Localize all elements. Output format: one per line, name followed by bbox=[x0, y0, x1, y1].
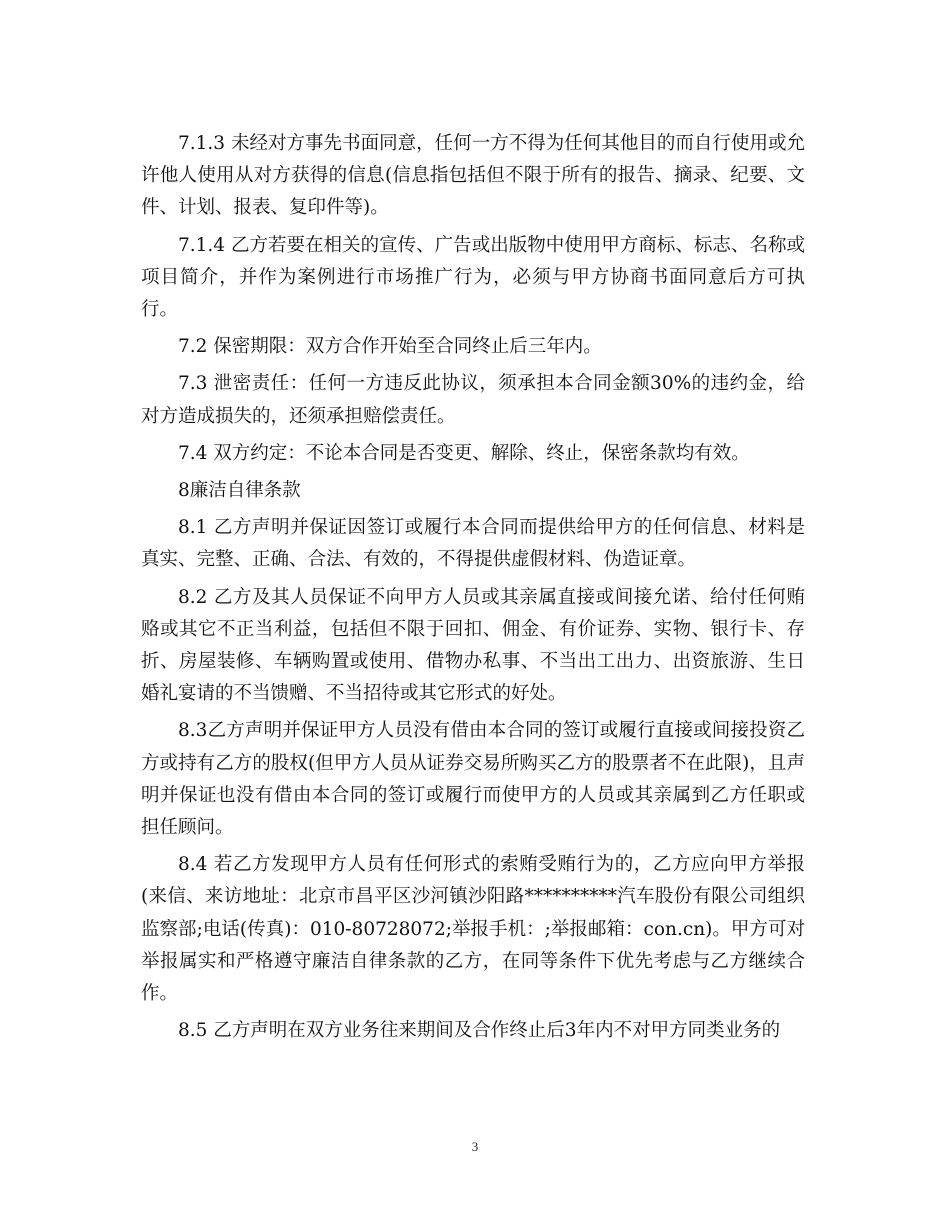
clause-7-2: 7.2 保密期限：双方合作开始至合同终止后三年内。 bbox=[178, 336, 602, 358]
clause-8-3: 8.3乙方声明并保证甲方人员没有借由本合同的签订或履行直接或间接投资乙方或持有乙方的股权(但甲方人员从证券交易所购买乙方的股票者不在此限)，且声明并保证也没有借由本合同的签订或履行而使甲方的人员或其亲属到乙方任职或担任顾问。 bbox=[141, 720, 805, 839]
page-number: 3 bbox=[471, 1139, 479, 1154]
clause-8-2: 8.2 乙方及其人员保证不向甲方人员或其亲属直接或间接允诺、给付任何贿赂或其它不正当利益，包括但不限于回扣、佣金、有价证券、实物、银行卡、存折、房屋装修、车辆购置或使用、借物办私事、不当出工出力、出资旅游、生日婚礼宴请的不当馈赠、不当招待或其它形式的好处。 bbox=[141, 586, 805, 705]
document-body bbox=[141, 128, 805, 1052]
clause-7-1-3: 7.1.3 未经对方事先书面同意，任何一方不得为任何其他目的而自行使用或允许他人使用从对方获得的信息(信息指包括但不限于所有的报告、摘录、纪要、文件、计划、报表、复印件等)。 bbox=[141, 133, 805, 219]
section-8-heading: 8廉洁自律条款 bbox=[178, 480, 301, 502]
clause-7-3: 7.3 泄密责任：任何一方违反此协议，须承担本合同金额30%的违约金，给对方造成损失的，还须承担赔偿责任。 bbox=[141, 373, 805, 427]
clause-7-1-4: 7.1.4 乙方若要在相关的宣传、广告或出版物中使用甲方商标、标志、名称或项目简介，并作为案例进行市场推广行为，必须与甲方协商书面同意后方可执行。 bbox=[141, 234, 805, 321]
clause-8-5: 8.5 乙方声明在双方业务往来期间及合作终止后3年内不对甲方同类业务的 bbox=[178, 1020, 781, 1042]
clause-8-1: 8.1 乙方声明并保证因签订或履行本合同而提供给甲方的任何信息、材料是真实、完整、正确、合法、有效的，不得提供虚假材料、伪造证章。 bbox=[141, 517, 805, 571]
clause-7-4: 7.4 双方约定：不论本合同是否变更、解除、终止，保密条款均有效。 bbox=[178, 442, 750, 464]
clause-8-4: 8.4 若乙方发现甲方人员有任何形式的索贿受贿行为的，乙方应向甲方举报(来信、来访地址：北京市昌平区沙河镇沙阳路**********汽车股份有限公司组织监察部;电话(传真)：010-80728072;举报手机：;举报邮箱：con.cn)。甲方可对举报属实和严格遵守廉洁自律条款的乙方，在同等条件下优先考虑与乙方继续合作。 bbox=[141, 854, 805, 1005]
